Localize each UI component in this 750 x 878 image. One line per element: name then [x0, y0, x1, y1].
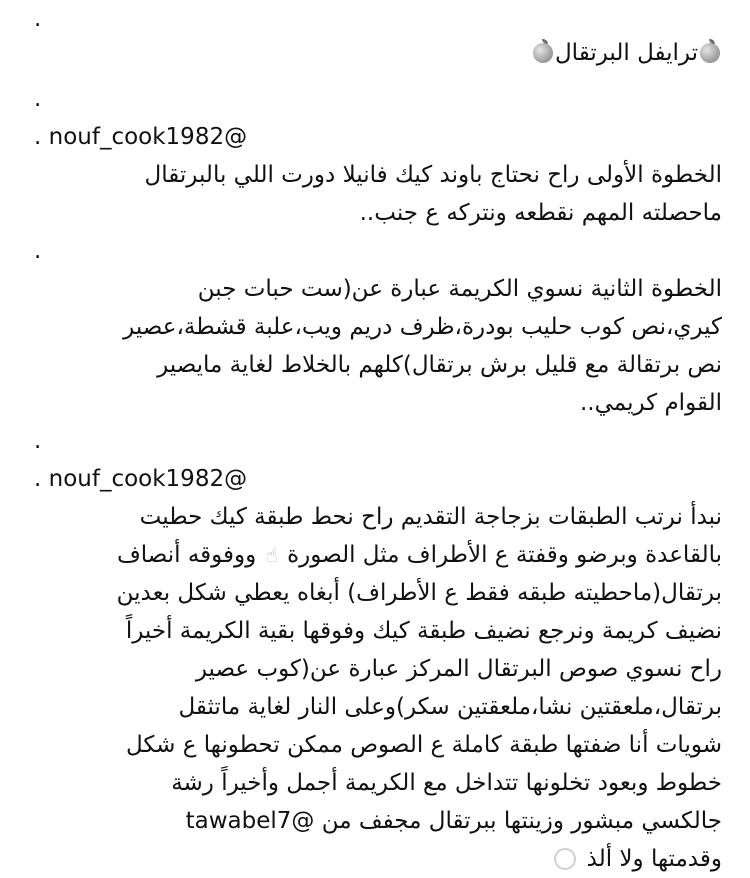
step3-line-7: شويات أنا ضفتها طبقة كاملة ع الصوص ممكن تحطونها ع شكل	[126, 732, 722, 758]
step3-line-2-end: ووفوقه أنصاف	[116, 542, 257, 568]
step3-line-4: نضيف كريمة ونرجع نضيف طبقة كيك وفوقها بقية الكريمة أخيراً	[125, 618, 722, 644]
pointing-up-hand-icon: ☝	[265, 543, 278, 567]
step1-line-1: الخطوة الأولى راح نحتاج باوند كيك فانيلا دورت اللي بالبرتقال	[144, 162, 722, 188]
step2-line-3: نص برتقالة مع قليل برش برتقال)كلهم بالخلاط لغاية مايصير	[157, 352, 722, 378]
step3-line-2-start: بالقاعدة وبرضو وقفتة ع الأطراف مثل الصورة	[287, 542, 722, 568]
orange-emoji-icon	[700, 43, 720, 63]
step2-line-1: الخطوة الثانية نسوي الكريمة عبارة عن(ست حبات جبن	[197, 276, 722, 302]
step3-line-6: برتقال،ملعقتين نشا،ملعقتين سكر)وعلى النار لغاية ماتثقل	[178, 694, 722, 720]
post-title-line	[28, 34, 722, 72]
separator-dot: .	[34, 428, 42, 454]
step3-line-10	[28, 840, 722, 878]
author-handle[interactable]: . nouf_cook1982@	[34, 466, 248, 492]
step3-line-2	[28, 536, 722, 574]
step3-line-8: خطوط وبعود تخلونها تتداخل مع الكريمة أجمل وأخيراً رشة	[171, 770, 722, 796]
post-title: ترايفل البرتقال	[554, 40, 698, 66]
separator-dot: .	[34, 238, 42, 264]
separator-dot: .	[34, 6, 42, 32]
step3-line-9: جالكسي مبشور وزينتها ببرتقال مجفف من @tawabel7	[185, 808, 722, 834]
step2-line-4: القوام كريمي..	[580, 390, 722, 416]
step3-line-3: برتقال(ماحطيته طبقه فقط ع الأطراف) أبغاه يعطي شكل بعدين	[116, 580, 722, 606]
author-handle[interactable]: . nouf_cook1982@	[34, 124, 248, 150]
step1-line-2: ماحصلته المهم نقطعه ونتركه ع جنب..	[359, 200, 722, 226]
separator-dot: .	[34, 86, 42, 112]
step3-line-10-text: وقدمتها ولا ألذ	[586, 846, 722, 872]
step3-line-1: نبدأ نرتب الطبقات بزجاجة التقديم راح نحط طبقة كيك حطيت	[139, 504, 722, 530]
step2-line-2: كيري،نص كوب حليب بودرة،ظرف دريم ويب،علبة قشطة،عصير	[123, 314, 722, 340]
orange-emoji-icon	[533, 43, 553, 63]
step3-line-5: راح نسوي صوص البرتقال المركز عبارة عن(كوب عصير	[195, 656, 722, 682]
ok-hand-icon	[554, 848, 576, 870]
